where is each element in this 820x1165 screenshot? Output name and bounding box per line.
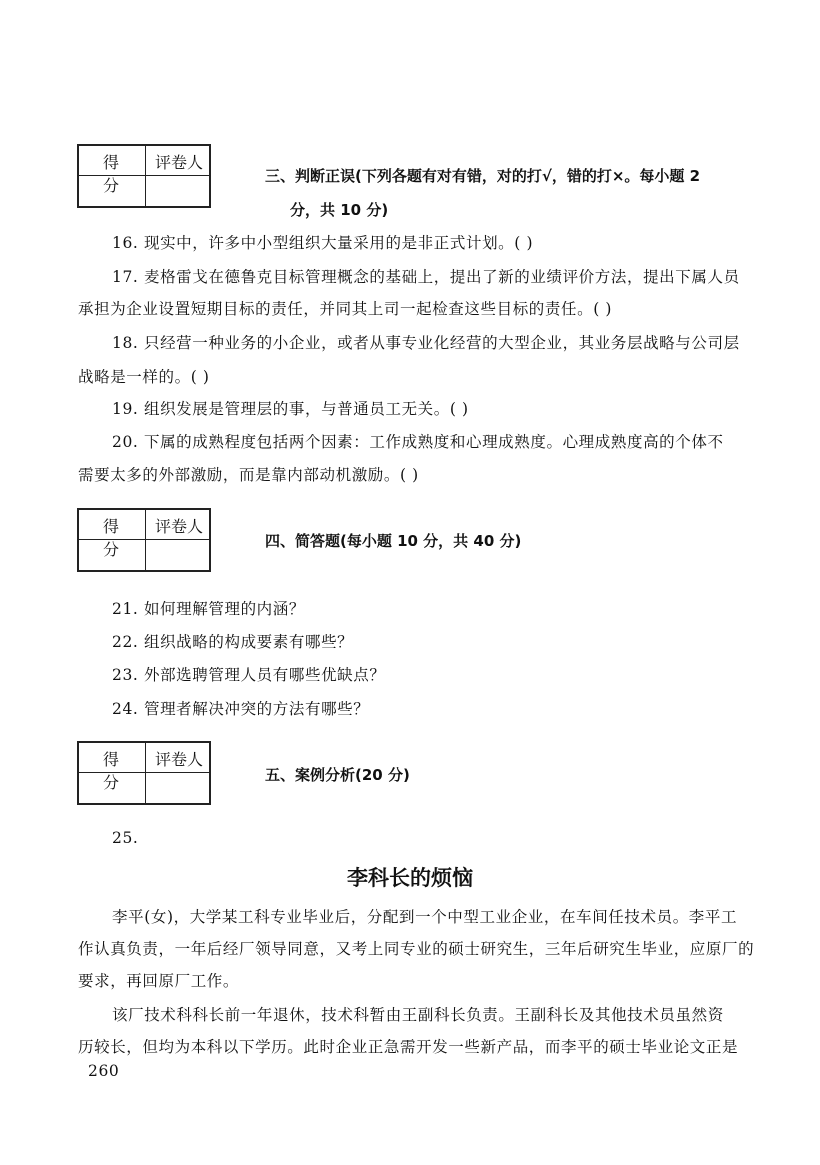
- question-18-line2: 战略是一样的。( ): [78, 368, 210, 386]
- question-19: 19. 组织发展是管理层的事，与普通员工无关。( ): [112, 400, 469, 418]
- case-title: 李科长的烦恼: [347, 866, 473, 890]
- question-17-line2: 承担为企业设置短期目标的责任，并同其上司一起检查这些目标的责任。( ): [78, 300, 613, 318]
- question-25: 25.: [112, 829, 139, 847]
- case-paragraph-2-line2: 历较长，但均为本科以下学历。此时企业正急需开发一些新产品，而李平的硕士毕业论文正是: [78, 1038, 739, 1056]
- section5-heading: 五、案例分析(20 分): [265, 766, 410, 784]
- grader-label: 评卷人: [154, 517, 203, 536]
- section3-heading-line1: 三、判断正误(下列各题有对有错，对的打√，错的打×。每小题 2: [265, 167, 701, 185]
- question-17-line1: 17. 麦格雷戈在德鲁克目标管理概念的基础上，提出了新的业绩评价方法，提出下属人员: [112, 268, 740, 286]
- score-label: 得 分: [102, 750, 131, 792]
- page-number: 260: [88, 1062, 120, 1080]
- grader-label: 评卷人: [154, 153, 203, 172]
- score-label: 得 分: [102, 517, 131, 559]
- question-23: 23. 外部选聘管理人员有哪些优缺点？: [112, 666, 386, 684]
- question-16: 16. 现实中，许多中小型组织大量采用的是非正式计划。( ): [112, 234, 534, 252]
- question-22: 22. 组织战略的构成要素有哪些？: [112, 633, 354, 651]
- question-20-line1: 20. 下属的成熟程度包括两个因素：工作成熟度和心理成熟度。心理成熟度高的个体不: [112, 433, 724, 451]
- section4-heading: 四、简答题(每小题 10 分，共 40 分): [265, 532, 522, 550]
- score-box-section4: [77, 508, 211, 572]
- grader-label: 评卷人: [154, 750, 203, 769]
- case-paragraph-1-line2: 作认真负责，一年后经厂领导同意，又考上同专业的硕士研究生，三年后研究生毕业，应原厂的: [78, 940, 755, 958]
- section3-heading-line2: 分，共 10 分): [290, 201, 389, 219]
- score-box-section3: [77, 144, 211, 208]
- case-paragraph-2-line1: 该厂技术科科长前一年退休，技术科暂由王副科长负责。王副科长及其他技术员虽然资: [112, 1006, 724, 1024]
- score-label: 得 分: [102, 153, 131, 195]
- question-24: 24. 管理者解决冲突的方法有哪些？: [112, 700, 370, 718]
- case-paragraph-1-line1: 李平(女)，大学某工科专业毕业后，分配到一个中型工业企业，在车间任技术员。李平工: [112, 908, 738, 926]
- question-21: 21. 如何理解管理的内涵？: [112, 600, 305, 618]
- question-20-line2: 需要太多的外部激励，而是靠内部动机激励。( ): [78, 466, 419, 484]
- question-18-line1: 18. 只经营一种业务的小企业，或者从事专业化经营的大型企业，其业务层战略与公司层: [112, 334, 740, 352]
- case-paragraph-1-line3: 要求，再回原厂工作。: [78, 972, 240, 990]
- score-box-section5: [77, 741, 211, 805]
